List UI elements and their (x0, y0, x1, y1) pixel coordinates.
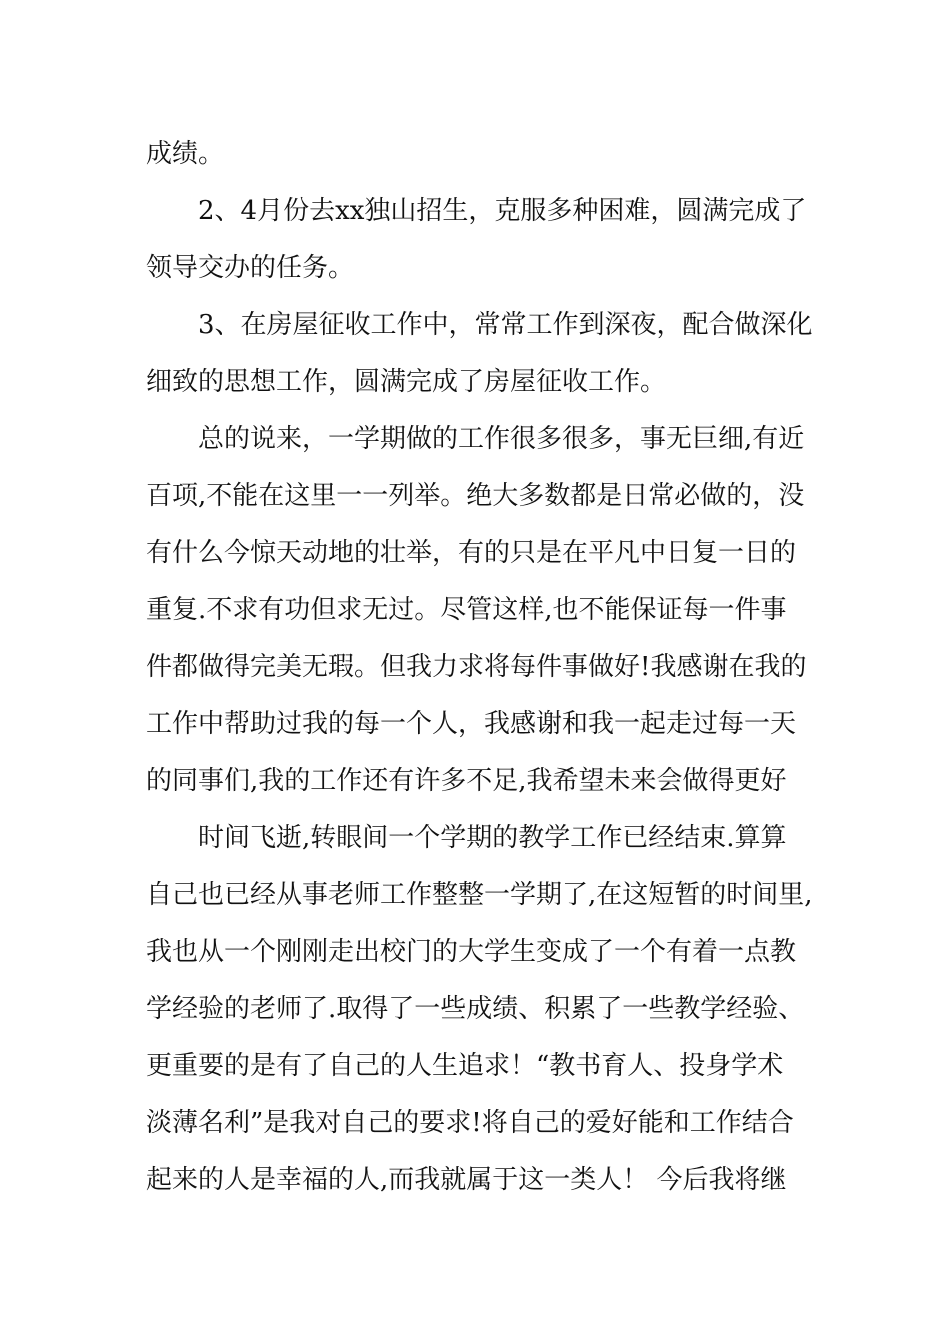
text-line: 重复.不求有功但求无过。尽管这样,也不能保证每一件事 (146, 595, 787, 625)
text-line: 自己也已经从事老师工作整整一学期了,在这短暂的时间里, (146, 880, 813, 910)
text-line: 的同事们,我的工作还有许多不足,我希望未来会做得更好 (146, 766, 787, 796)
text-line: 百项,不能在这里一一列举。绝大多数都是日常必做的，没 (146, 481, 805, 511)
text-line: 细致的思想工作，圆满完成了房屋征收工作。 (146, 367, 667, 397)
text-line: 学经验的老师了.取得了一些成绩、积累了一些教学经验、 (146, 994, 805, 1024)
text-line: 淡薄名利”是我对自己的要求!将自己的爱好能和工作结合 (146, 1108, 794, 1138)
text-line: 2、4月份去xx独山招生，克服多种困难，圆满完成了 (198, 196, 807, 226)
document-body (146, 126, 816, 1209)
text-line: 起来的人是幸福的人,而我就属于这一类人！ 今后我将继 (146, 1165, 787, 1195)
text-line: 有什么今惊天动地的壮举，有的只是在平凡中日复一日的 (146, 538, 797, 568)
text-line: 件都做得完美无瑕。但我力求将每件事做好!我感谢在我的 (146, 652, 807, 682)
text-line: 3、在房屋征收工作中，常常工作到深夜，配合做深化 (198, 310, 813, 340)
text-line: 总的说来，一学期做的工作很多很多，事无巨细,有近 (198, 424, 805, 454)
text-line: 领导交办的任务。 (146, 253, 355, 283)
text-line: 工作中帮助过我的每一个人，我感谢和我一起走过每一天 (146, 709, 797, 739)
text-line: 更重要的是有了自己的人生追求！“教书育人、投身学术 (146, 1051, 784, 1081)
text-line: 时间飞逝,转眼间一个学期的教学工作已经结束.算算 (198, 823, 787, 853)
text-line: 成绩。 (146, 139, 225, 169)
text-line: 我也从一个刚刚走出校门的大学生变成了一个有着一点教 (146, 937, 797, 967)
